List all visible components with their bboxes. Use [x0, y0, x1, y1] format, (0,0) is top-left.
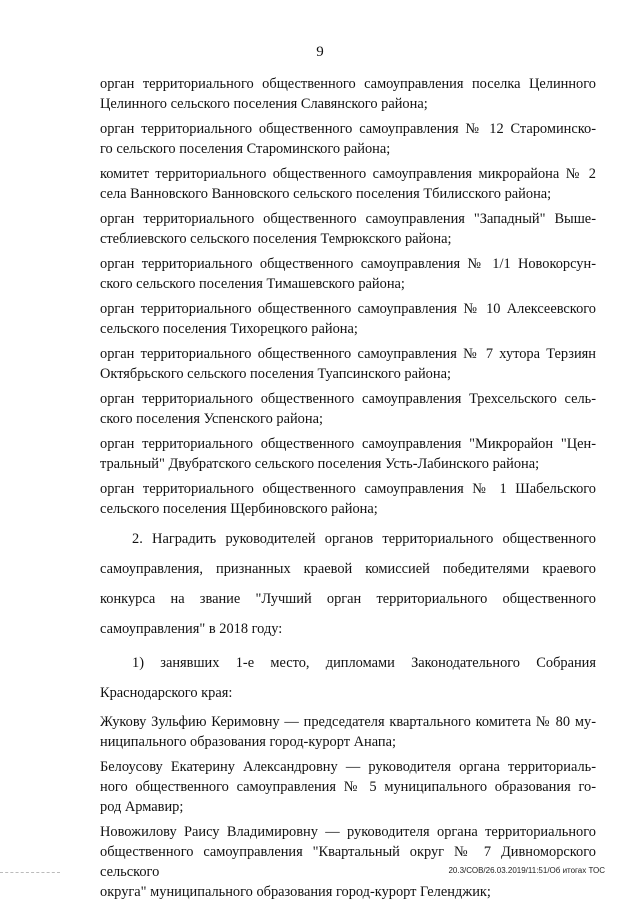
- list-item-line: Октябрьского сельского поселения Туапсинского района;: [100, 366, 451, 382]
- awardee-item-line: Новожилову Раису Владимировну — руководителя органа территориального: [100, 824, 596, 840]
- list-item-line: ского поселения Успенского района;: [100, 411, 323, 427]
- list-item-line: орган территориального общественного самоуправления "Западный" Выше-: [100, 211, 596, 227]
- list-item-line: села Ванновского Ванновского сельского поселения Тбилисского района;: [100, 186, 552, 202]
- awardee-item-line: ного общественного самоуправления № 5 муниципального образования го-: [100, 779, 596, 795]
- list-item-line: го сельского поселения Староминского района;: [100, 141, 391, 157]
- list-item-line: орган территориального общественного самоуправления Трехсельского сель-: [100, 391, 596, 407]
- page-number: 9: [316, 44, 324, 60]
- list-item: [100, 119, 596, 159]
- list-item-line: орган территориального общественного самоуправления № 7 хутора Терзиян: [100, 346, 596, 362]
- awardee-item: [100, 757, 596, 817]
- list-item: [100, 344, 596, 384]
- awardee-item-line: Белоусову Екатерину Александровну — руководителя органа территориаль-: [100, 759, 596, 775]
- awardee-item-line: род Армавир;: [100, 799, 184, 815]
- paragraph-2-1: 1) занявших 1-е место, дипломами Законодательного Собрания Краснодарского края:: [100, 655, 596, 701]
- awardee-item-line: Жукову Зульфию Керимовну — председателя квартального комитета № 80 му-: [100, 714, 596, 730]
- list-item-line: стеблиевского сельского поселения Темрюкского района;: [100, 231, 452, 247]
- scan-artifact-line: [0, 872, 60, 873]
- list-item-line: орган территориального общественного самоуправления № 1/1 Новокорсун-: [100, 256, 596, 272]
- list-item-line: орган территориального общественного самоуправления № 12 Староминско-: [100, 121, 596, 137]
- entry-list: [100, 74, 596, 519]
- list-item-line: орган территориального общественного самоуправления № 10 Алексеевского: [100, 301, 596, 317]
- list-item-line: сельского поселения Щербиновского района;: [100, 501, 378, 517]
- list-item: [100, 299, 596, 339]
- list-item: [100, 434, 596, 474]
- document-body: [100, 74, 596, 907]
- list-item-line: орган территориального общественного самоуправления поселка Целинного: [100, 76, 596, 92]
- list-item: [100, 479, 596, 519]
- list-item-line: тральный" Двубратского сельского поселения Усть-Лабинского района;: [100, 456, 540, 472]
- awardee-item-line: ниципального образования город-курорт Анапа;: [100, 734, 396, 750]
- list-item-line: Целинного сельского поселения Славянского района;: [100, 96, 428, 112]
- list-item-line: ского сельского поселения Тимашевского района;: [100, 276, 405, 292]
- list-item: [100, 74, 596, 114]
- list-item-line: сельского поселения Тихорецкого района;: [100, 321, 358, 337]
- awardee-item: [100, 822, 596, 902]
- list-item: [100, 254, 596, 294]
- paragraph-2: 2. Наградить руководителей органов территориального общественного самоуправления, признанных краевой комиссией победителями краевого конкурса на звание "Лучший орган территориального общественного самоуправления" в 2018 году:: [100, 531, 596, 637]
- list-item-line: комитет территориального общественного самоуправления микрорайона № 2: [100, 166, 596, 182]
- list-item-line: орган территориального общественного самоуправления "Микрорайон "Цен-: [100, 436, 596, 452]
- list-item: [100, 164, 596, 204]
- awardee-item-line: общественного самоуправления "Квартальный округ № 7 Дивноморского сельского: [100, 844, 596, 880]
- list-item: [100, 389, 596, 429]
- awardee-item: [100, 712, 596, 752]
- list-item-line: орган территориального общественного самоуправления № 1 Шабельского: [100, 481, 596, 497]
- list-item: [100, 209, 596, 249]
- footer-code: 20.3/СОВ/26.03.2019/11:51/Об итогах ТОС: [448, 866, 605, 875]
- awardee-item-line: округа" муниципального образования город-курорт Геленджик;: [100, 884, 491, 900]
